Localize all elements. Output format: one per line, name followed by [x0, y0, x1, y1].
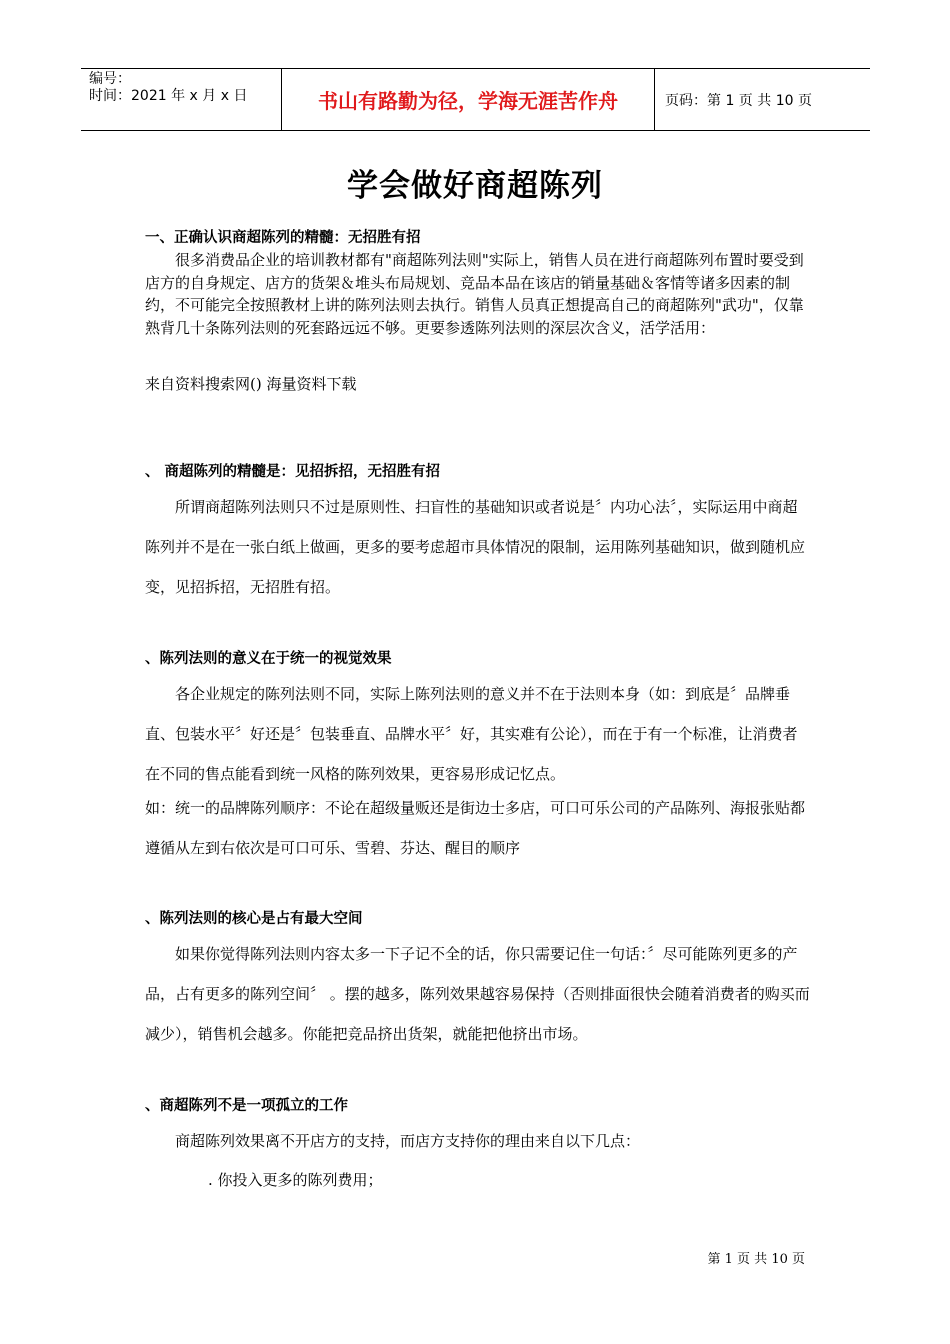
section-1-paragraph: 很多消费品企业的培训教材都有"商超陈列法则"实际上，销售人员在进行商超陈列布置时要受到店方的自身规定、店方的货架＆堆头布局规划、竞品本品在该店的销量基础＆客情等诸多因素的制约，不可能完全按照教材上讲的陈列法则去执行。销售人员真正想提高自己的商超陈列"武功"，仅靠熟背几十条陈列法则的死套路远远不够。更要参透陈列法则的深层次含义，活学活用： [145, 251, 804, 337]
section-2-heading: 、 商超陈列的精髓是：见招拆招，无招胜有招 [145, 464, 441, 480]
date-label: 时间：2021 年 x 月 x 日 [89, 88, 248, 104]
section-3-heading: 、陈列法则的意义在于统一的视觉效果 [145, 651, 392, 667]
section-5-paragraph: 商超陈列效果离不开店方的支持，而店方支持你的理由来自以下几点： [175, 1132, 641, 1150]
number-label: 编号： [89, 71, 131, 87]
section-3-example: 如：统一的品牌陈列顺序：不论在超级量贩还是街边士多店，可口可乐公司的产品陈列、海报张贴都遵循从左到右依次是可口可乐、雪碧、芬达、醒目的顺序 [145, 799, 806, 857]
page-footer: 第 1 页 共 10 页 [707, 1252, 805, 1267]
section-4-heading: 、陈列法则的核心是占有最大空间 [145, 911, 363, 927]
source-line: 来自资料搜索网() 海量资料下载 [145, 375, 357, 393]
section-1-heading: 一、正确认识商超陈列的精髓：无招胜有招 [145, 230, 421, 246]
list-item: . 你投入更多的陈列费用； [208, 1171, 383, 1189]
document-title: 学会做好商超陈列 [347, 168, 603, 204]
header-table [81, 68, 870, 131]
section-5-heading: 、商超陈列不是一项孤立的工作 [145, 1098, 348, 1114]
section-3-paragraph: 各企业规定的陈列法则不同，实际上陈列法则的意义并不在于法则本身（如：到底是〞品牌垂直、包装水平〞好还是〞包装垂直、品牌水平〞好，其实难有公论），而在于有一个标准，让消费者在不同的售点能看到统一风格的陈列效果，更容易形成记忆点。 [145, 685, 798, 783]
header-motto: 书山有路勤为径，学海无涯苦作舟 [282, 69, 655, 130]
header-meta [81, 69, 282, 130]
header-page-info: 页码：第 1 页 共 10 页 [665, 92, 812, 109]
section-2-paragraph: 所谓商超陈列法则只不过是原则性、扫盲性的基础知识或者说是〞内功心法〞，实际运用中商超陈列并不是在一张白纸上做画，更多的要考虑超市具体情况的限制，运用陈列基础知识，做到随机应变，见招拆招，无招胜有招。 [145, 498, 806, 596]
section-4-paragraph: 如果你觉得陈列法则内容太多一下子记不全的话，你只需要记住一句话：〞尽可能陈列更多的产品，占有更多的陈列空间〞 。摆的越多，陈列效果越容易保持（否则排面很快会随着消费者的购买而减少），销售机会越多。你能把竞品挤出货架，就能把他挤出市场。 [145, 945, 810, 1043]
